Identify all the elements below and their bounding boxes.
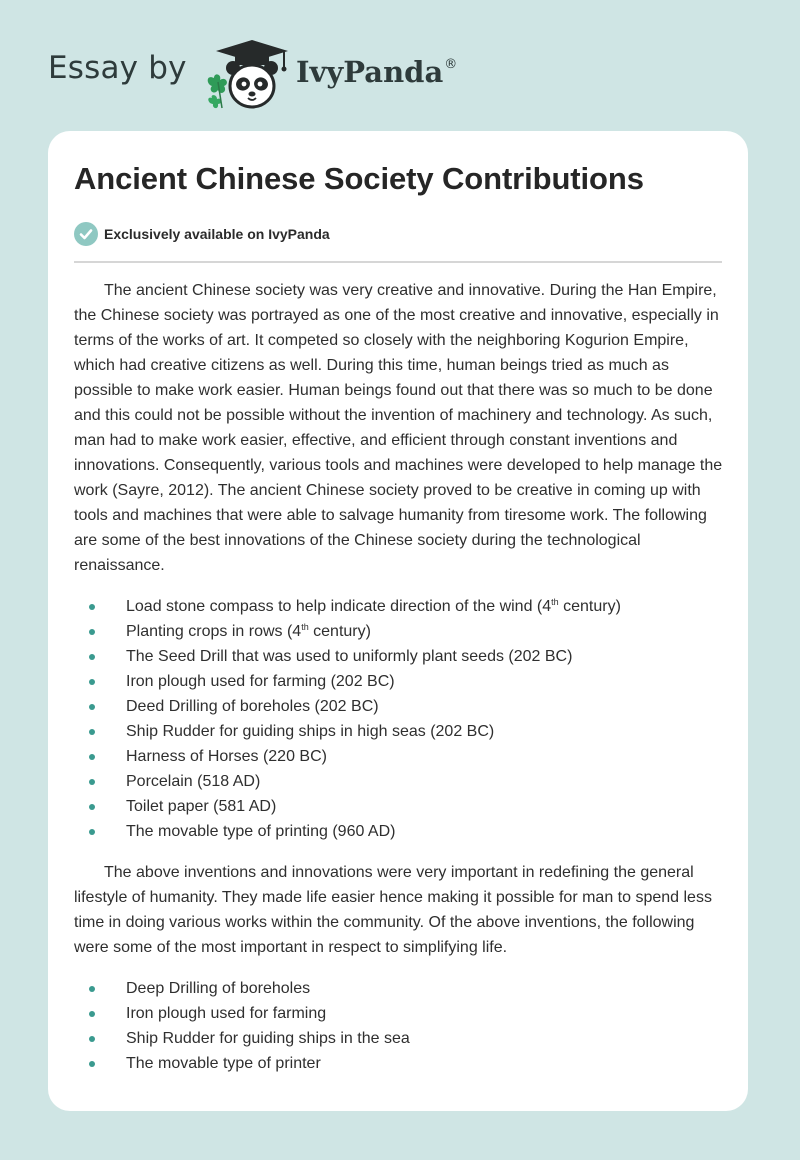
paragraph-conclusion: The above inventions and innovations were very important in redefining the general lifestyle of humanity. They made life easier hence making it possible for man to spend less time in doing various works within the community. Of the above inventions, the following were some of the most important in respect to simplifying life.	[74, 864, 712, 956]
list-item: The movable type of printing (960 AD)	[74, 819, 724, 844]
bullet-icon	[89, 1036, 95, 1042]
page-title: Ancient Chinese Society Contributions	[74, 161, 644, 196]
list-item: Deep Drilling of boreholes	[74, 976, 724, 1001]
essay-by-label: Essay by	[48, 50, 187, 86]
panda-logo-icon[interactable]	[200, 34, 296, 114]
trademark-symbol: ®	[444, 57, 458, 72]
bullet-icon	[89, 729, 95, 735]
bullet-icon	[89, 804, 95, 810]
bullet-icon	[89, 704, 95, 710]
list-item: Iron plough used for farming (202 BC)	[74, 669, 724, 694]
list-item: Ship Rudder for guiding ships in the sea	[74, 1026, 724, 1051]
bullet-icon	[89, 829, 95, 835]
list-item: Toilet paper (581 AD)	[74, 794, 724, 819]
exclusive-badge	[74, 221, 330, 247]
bullet-icon	[89, 754, 95, 760]
paragraph-intro: The ancient Chinese society was very creative and innovative. During the Han Empire, the Chinese society was portrayed as one of the most creative and innovative, especially in terms of the works of art. It competed so closely with the neighboring Kogurion Empire, which had creative citizens as well. During this time, human beings tried as much as possible to make work easier. Human beings found out that there was so much to be done and this could not be possible without the invention of machinery and technology. As such, man had to make work easier, effective, and efficient through constant inventions and innovations. Consequently, various tools and machines were developed to help manage the work (Sayre, 2012). The ancient Chinese society proved to be creative in coming up with tools and machines that were able to salvage humanity from tiresome work. The following are some of the best innovations of the Chinese society during the technological renaissance.	[74, 282, 723, 574]
bullet-icon	[89, 986, 95, 992]
list-item: Porcelain (518 AD)	[74, 769, 724, 794]
list-item: Iron plough used for farming	[74, 1001, 724, 1026]
bullet-icon	[89, 604, 95, 610]
badge-label: Exclusively available on IvyPanda	[104, 226, 330, 242]
list-item: Ship Rudder for guiding ships in high seas (202 BC)	[74, 719, 724, 744]
list-item: Planting crops in rows (4th century)	[74, 619, 724, 644]
check-circle-icon	[74, 222, 98, 246]
list-item: Harness of Horses (220 BC)	[74, 744, 724, 769]
bullet-icon	[89, 679, 95, 685]
bullet-icon	[89, 1061, 95, 1067]
site-header	[0, 0, 800, 130]
essay-body	[74, 278, 724, 1092]
brand-name[interactable]: IvyPanda®	[296, 55, 458, 89]
list-item: The Seed Drill that was used to uniformly plant seeds (202 BC)	[74, 644, 724, 669]
inventions-list	[74, 594, 724, 844]
bullet-icon	[89, 779, 95, 785]
important-inventions-list	[74, 976, 724, 1076]
divider	[74, 261, 722, 263]
list-item: Load stone compass to help indicate direction of the wind (4th century)	[74, 594, 724, 619]
bullet-icon	[89, 1011, 95, 1017]
essay-card	[48, 131, 748, 1111]
bullet-icon	[89, 629, 95, 635]
list-item: The movable type of printer	[74, 1051, 724, 1076]
list-item: Deed Drilling of boreholes (202 BC)	[74, 694, 724, 719]
bullet-icon	[89, 654, 95, 660]
